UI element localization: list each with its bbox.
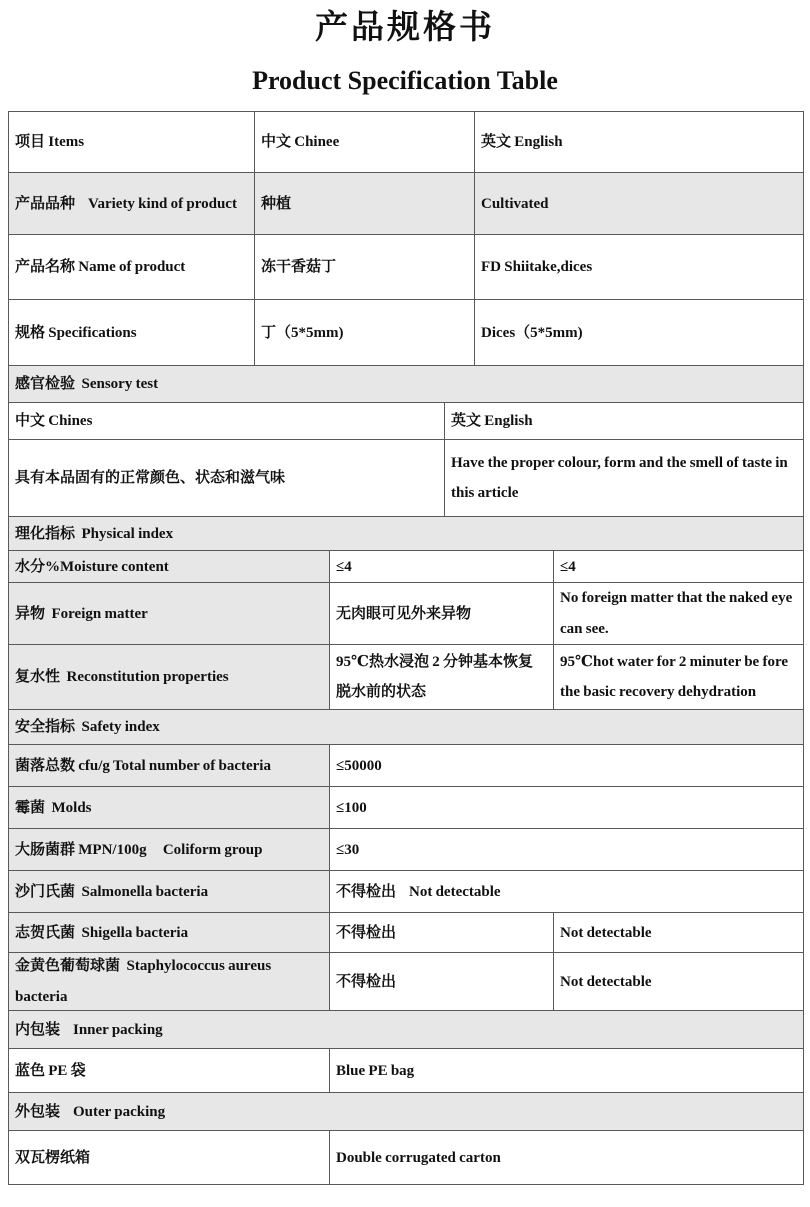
cell-text: 金黄色葡萄球菌 Staphylococcus aureus bacteria (15, 958, 275, 1005)
table-cell (9, 787, 329, 828)
table-cell (9, 1131, 329, 1184)
cell-text: Double corrugated carton (336, 1149, 501, 1166)
cell-text: 安全指标 Safety index (15, 719, 160, 736)
document-page (0, 8, 810, 1185)
cell-text: 大肠菌群 MPN/100g Coliform group (15, 841, 263, 858)
cell-text: 不得检出 (336, 973, 397, 990)
table-cell (474, 235, 801, 299)
table-row (9, 1092, 803, 1130)
table-cell (329, 645, 553, 709)
cell-text: 产品品种 Variety kind of product (15, 195, 237, 212)
table-cell (444, 403, 801, 439)
table-row (9, 299, 803, 365)
table-cell (9, 112, 254, 172)
cell-text: Blue PE bag (336, 1062, 415, 1079)
cell-text: FD Shiitake,dices (481, 259, 593, 276)
cell-text: No foreign matter that the naked eye can see. (560, 590, 796, 637)
table-row (9, 402, 803, 439)
cell-text: Not detectable (560, 924, 652, 941)
table-cell (553, 953, 801, 1010)
page-title-chinese: 产品规格书 (315, 10, 495, 46)
page-title-english: Product Specification Table (252, 66, 558, 96)
cell-text: 规格 Specifications (15, 324, 137, 341)
cell-text: 菌落总数 cfu/g Total number of bacteria (15, 757, 271, 774)
table-row (9, 550, 803, 582)
table-cell (329, 829, 801, 870)
table-row (9, 744, 803, 786)
table-row (9, 582, 803, 644)
table-cell (9, 440, 444, 516)
cell-text: 冻干香菇丁 (261, 259, 337, 276)
cell-text: 种植 (261, 195, 292, 212)
cell-text: 水分%Moisture content (15, 558, 169, 575)
cell-text: 英文 English (481, 134, 563, 151)
table-row (9, 112, 803, 172)
table-cell (329, 1131, 801, 1184)
table-cell (329, 953, 553, 1010)
cell-text: ≤4 (336, 558, 352, 575)
table-cell (9, 517, 801, 550)
cell-text: Not detectable (560, 973, 652, 990)
table-row (9, 709, 803, 744)
table-cell (329, 583, 553, 644)
cell-text: 项目 Items (15, 134, 85, 151)
spec-table (8, 111, 804, 1185)
table-cell (474, 300, 801, 365)
table-cell (9, 173, 254, 234)
table-cell (9, 1011, 801, 1048)
table-row (9, 516, 803, 550)
table-cell (474, 173, 801, 234)
table-row (9, 439, 803, 516)
table-row (9, 1010, 803, 1048)
cell-text: 不得检出 (336, 924, 397, 941)
cell-text: 95℃热水浸泡 2 分钟基本恢复脱水前的状态 (336, 653, 533, 701)
cell-text: ≤50000 (336, 757, 382, 774)
table-cell (254, 300, 474, 365)
cell-text: 异物 Foreign matter (15, 605, 148, 622)
cell-text: Have the proper colour, form and the smell of taste in this article (451, 454, 792, 502)
table-cell (9, 710, 801, 744)
cell-text: Cultivated (481, 195, 549, 212)
table-row (9, 234, 803, 299)
table-cell (9, 403, 444, 439)
table-cell (553, 583, 801, 644)
cell-text: 志贺氏菌 Shigella bacteria (15, 924, 189, 941)
cell-text: 霉菌 Molds (15, 799, 92, 816)
table-cell (9, 300, 254, 365)
cell-text: 理化指标 Physical index (15, 525, 174, 542)
table-row (9, 1130, 803, 1184)
table-cell (9, 1049, 329, 1092)
table-cell (329, 787, 801, 828)
table-row (9, 172, 803, 234)
table-cell (553, 551, 801, 582)
cell-text: 不得检出 Not detectable (336, 883, 501, 900)
table-cell (444, 440, 801, 516)
table-cell (9, 235, 254, 299)
table-row (9, 828, 803, 870)
table-cell (9, 871, 329, 912)
cell-text: 产品名称 Name of product (15, 259, 186, 276)
cell-text: 外包装 Outer packing (15, 1103, 166, 1120)
table-cell (553, 913, 801, 952)
table-cell (329, 1049, 801, 1092)
table-row (9, 952, 803, 1010)
cell-text: 双瓦楞纸箱 (15, 1149, 91, 1166)
table-cell (329, 551, 553, 582)
cell-text: 具有本品固有的正常颜色、状态和滋气味 (15, 470, 286, 487)
table-cell (254, 112, 474, 172)
cell-text: ≤30 (336, 841, 360, 858)
table-row (9, 870, 803, 912)
table-cell (9, 645, 329, 709)
table-cell (9, 583, 329, 644)
cell-text: Dices（5*5mm) (481, 324, 583, 341)
cell-text: ≤100 (336, 799, 367, 816)
table-cell (9, 913, 329, 952)
table-cell (9, 551, 329, 582)
cell-text: 无肉眼可见外来异物 (336, 605, 472, 622)
table-cell (9, 745, 329, 786)
table-row (9, 1048, 803, 1092)
cell-text: ≤4 (560, 558, 576, 575)
cell-text: 丁（5*5mm) (261, 324, 344, 341)
table-cell (9, 1093, 801, 1130)
cell-text: 英文 English (451, 413, 533, 430)
table-row (9, 786, 803, 828)
cell-text: 95℃hot water for 2 minuter be fore the basic recovery dehydration (560, 653, 792, 701)
cell-text: 复水性 Reconstitution properties (15, 669, 229, 686)
cell-text: 中文 Chines (15, 413, 93, 430)
table-cell (9, 829, 329, 870)
table-cell (254, 173, 474, 234)
table-cell (474, 112, 801, 172)
table-cell (329, 745, 801, 786)
table-cell (329, 913, 553, 952)
table-cell (254, 235, 474, 299)
table-row (9, 644, 803, 709)
table-row (9, 912, 803, 952)
table-row (9, 365, 803, 402)
table-cell (9, 953, 329, 1010)
cell-text: 蓝色 PE 袋 (15, 1062, 86, 1079)
cell-text: 沙门氏菌 Salmonella bacteria (15, 883, 209, 900)
table-cell (553, 645, 801, 709)
table-cell (9, 366, 801, 402)
cell-text: 感官检验 Sensory test (15, 376, 159, 393)
table-cell (329, 871, 801, 912)
cell-text: 内包装 Inner packing (15, 1021, 163, 1038)
cell-text: 中文 Chinee (261, 134, 340, 151)
